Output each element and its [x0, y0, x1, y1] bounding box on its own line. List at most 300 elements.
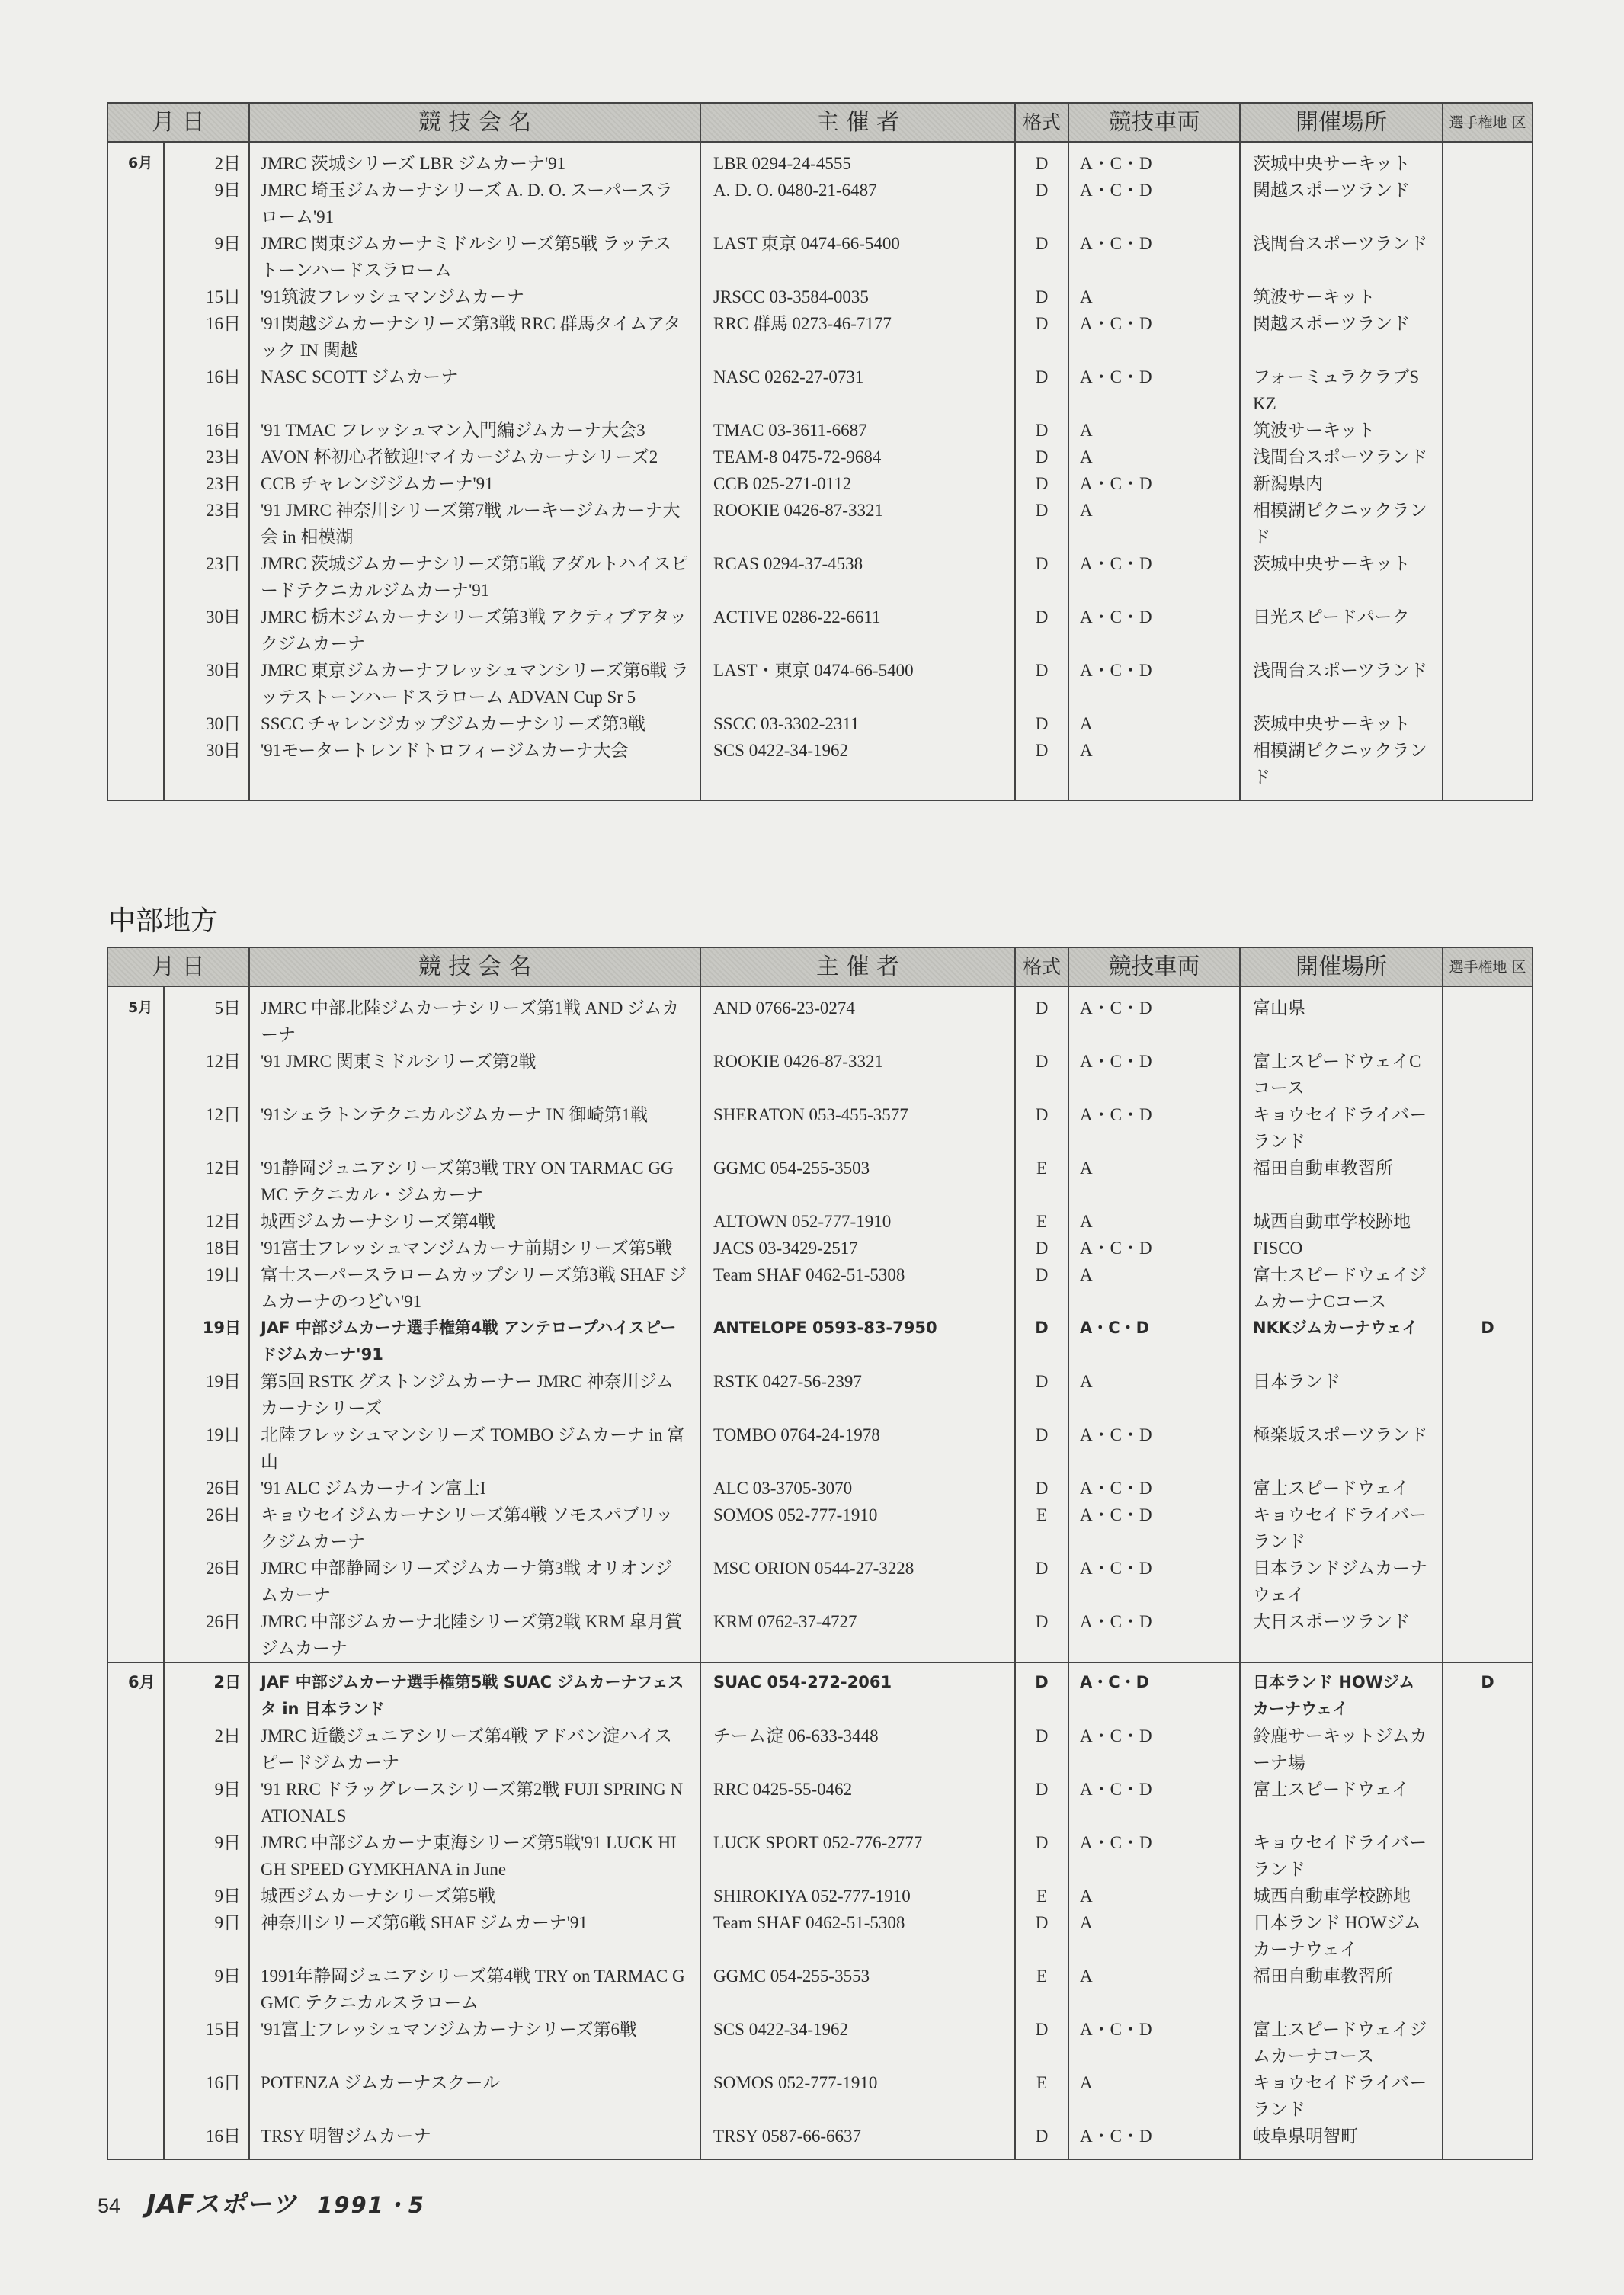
table-row [107, 1368, 1533, 1422]
row-event: POTENZA ジムカーナスクール [249, 2069, 700, 2123]
row-region [1443, 2069, 1533, 2123]
row-event: JMRC 関東ジムカーナミドルシリーズ第5戦 ラッテストーンハードスラローム [249, 230, 700, 284]
row-day: 12日 [164, 1155, 249, 1208]
row-venue: 福田自動車教習所 [1240, 1155, 1443, 1208]
row-month [107, 364, 164, 417]
row-format: D [1015, 470, 1068, 497]
row-format: D [1015, 737, 1068, 800]
row-format: E [1015, 1502, 1068, 1555]
row-month [107, 1555, 164, 1608]
row-event: JMRC 東京ジムカーナフレッシュマンシリーズ第6戦 ラッテストーンハードスラローム ADVAN Cup Sr 5 [249, 657, 700, 710]
row-venue: 日本ランド HOWジムカーナウェイ [1240, 1909, 1443, 1963]
row-format: D [1015, 1909, 1068, 1963]
header-format: 格式 [1015, 947, 1068, 986]
row-organizer: ANTELOPE 0593-83-7950 [700, 1315, 1015, 1368]
row-event: '91 JMRC 関東ミドルシリーズ第2戦 [249, 1048, 700, 1101]
header-vehicles: 競技車両 [1068, 947, 1240, 986]
row-event: JMRC 茨城ジムカーナシリーズ第5戦 アダルトハイスピードテクニカルジムカーナ'91 [249, 550, 700, 604]
table-row [107, 177, 1533, 230]
row-month [107, 1048, 164, 1101]
row-event: 北陸フレッシュマンシリーズ TOMBO ジムカーナ in 富山 [249, 1422, 700, 1475]
row-venue: キョウセイドライバーランド [1240, 1829, 1443, 1883]
row-organizer: TEAM-8 0475-72-9684 [700, 444, 1015, 470]
row-venue: 富士スピードウェイジムカーナCコース [1240, 1261, 1443, 1315]
row-month [107, 657, 164, 710]
row-region [1443, 1261, 1533, 1315]
row-event: 城西ジムカーナシリーズ第5戦 [249, 1883, 700, 1909]
row-venue: 茨城中央サーキット [1240, 142, 1443, 177]
row-month: 5月 [107, 986, 164, 1048]
row-organizer: A. D. O. 0480-21-6487 [700, 177, 1015, 230]
header-organizer: 主 催 者 [700, 103, 1015, 142]
row-day: 16日 [164, 2123, 249, 2159]
row-vehicles: A・C・D [1068, 2123, 1240, 2159]
row-format: D [1015, 710, 1068, 737]
row-month [107, 737, 164, 800]
header-date: 月 日 [107, 947, 249, 986]
row-venue: 城西自動車学校跡地 [1240, 1883, 1443, 1909]
row-vehicles: A・C・D [1068, 364, 1240, 417]
row-format: D [1015, 417, 1068, 444]
row-organizer: ROOKIE 0426-87-3321 [700, 497, 1015, 550]
row-region [1443, 2123, 1533, 2159]
row-format: D [1015, 1101, 1068, 1155]
row-organizer: NASC 0262-27-0731 [700, 364, 1015, 417]
row-organizer: TOMBO 0764-24-1978 [700, 1422, 1015, 1475]
row-event: 城西ジムカーナシリーズ第4戦 [249, 1208, 700, 1235]
row-organizer: JRSCC 03-3584-0035 [700, 284, 1015, 310]
row-region [1443, 1829, 1533, 1883]
row-month: 6月 [107, 142, 164, 177]
table-row [107, 284, 1533, 310]
row-format: D [1015, 230, 1068, 284]
row-vehicles: A・C・D [1068, 657, 1240, 710]
table-row [107, 1235, 1533, 1261]
row-organizer: TMAC 03-3611-6687 [700, 417, 1015, 444]
row-month [107, 604, 164, 657]
row-region [1443, 1963, 1533, 2016]
row-vehicles: A・C・D [1068, 1101, 1240, 1155]
row-region [1443, 1422, 1533, 1475]
row-organizer: SSCC 03-3302-2311 [700, 710, 1015, 737]
row-vehicles: A [1068, 737, 1240, 800]
row-day: 19日 [164, 1261, 249, 1315]
row-region [1443, 1475, 1533, 1502]
row-venue: 筑波サーキット [1240, 284, 1443, 310]
row-vehicles: A [1068, 497, 1240, 550]
row-venue: NKKジムカーナウェイ [1240, 1315, 1443, 1368]
row-venue: 日本ランド HOWジムカーナウェイ [1240, 1662, 1443, 1723]
table-row [107, 444, 1533, 470]
row-organizer: AND 0766-23-0274 [700, 986, 1015, 1048]
row-day: 30日 [164, 604, 249, 657]
row-vehicles: A・C・D [1068, 1315, 1240, 1368]
row-vehicles: A [1068, 284, 1240, 310]
table-row [107, 1502, 1533, 1555]
row-day: 23日 [164, 497, 249, 550]
row-vehicles: A [1068, 1261, 1240, 1315]
issue-date: 1991・5 [317, 2192, 425, 2218]
header-region: 選手権地 区 [1443, 103, 1533, 142]
row-day: 19日 [164, 1315, 249, 1368]
row-day: 26日 [164, 1502, 249, 1555]
row-organizer: ROOKIE 0426-87-3321 [700, 1048, 1015, 1101]
row-month: 6月 [107, 1662, 164, 1723]
row-vehicles: A [1068, 2069, 1240, 2123]
row-region [1443, 417, 1533, 444]
row-region [1443, 1608, 1533, 1662]
row-day: 2日 [164, 1723, 249, 1776]
row-venue: 筑波サーキット [1240, 417, 1443, 444]
row-region [1443, 2016, 1533, 2069]
row-event: JMRC 埼玉ジムカーナシリーズ A. D. O. スーパースラローム'91 [249, 177, 700, 230]
row-day: 26日 [164, 1608, 249, 1662]
row-region [1443, 177, 1533, 230]
row-day: 12日 [164, 1048, 249, 1101]
row-month [107, 177, 164, 230]
row-organizer: LAST 東京 0474-66-5400 [700, 230, 1015, 284]
row-event: 富士スーパースラロームカップシリーズ第3戦 SHAF ジムカーナのつどい'91 [249, 1261, 700, 1315]
row-event: '91 TMAC フレッシュマン入門編ジムカーナ大会3 [249, 417, 700, 444]
row-day: 16日 [164, 310, 249, 364]
row-region [1443, 284, 1533, 310]
row-venue: 富士スピードウェイCコース [1240, 1048, 1443, 1101]
row-day: 19日 [164, 1422, 249, 1475]
row-venue: 富山県 [1240, 986, 1443, 1048]
row-event: キョウセイジムカーナシリーズ第4戦 ソモスパブリックジムカーナ [249, 1502, 700, 1555]
row-day: 23日 [164, 444, 249, 470]
row-organizer: GGMC 054-255-3553 [700, 1963, 1015, 2016]
row-month [107, 1368, 164, 1422]
table-row [107, 1475, 1533, 1502]
row-region [1443, 230, 1533, 284]
table-row [107, 310, 1533, 364]
row-region [1443, 1723, 1533, 1776]
header-date: 月 日 [107, 103, 249, 142]
table-row [107, 1909, 1533, 1963]
row-vehicles: A [1068, 1208, 1240, 1235]
row-organizer: RSTK 0427-56-2397 [700, 1368, 1015, 1422]
table-row [107, 142, 1533, 177]
row-event: JMRC 中部ジムカーナ北陸シリーズ第2戦 KRM 皐月賞ジムカーナ [249, 1608, 700, 1662]
row-region [1443, 710, 1533, 737]
row-vehicles: A・C・D [1068, 1829, 1240, 1883]
row-event: '91富士フレッシュマンジムカーナ前期シリーズ第5戦 [249, 1235, 700, 1261]
row-format: D [1015, 2016, 1068, 2069]
table-row [107, 1723, 1533, 1776]
row-venue: 岐阜県明智町 [1240, 2123, 1443, 2159]
row-event: JMRC 中部静岡シリーズジムカーナ第3戦 オリオンジムカーナ [249, 1555, 700, 1608]
row-format: D [1015, 1048, 1068, 1101]
row-organizer: チーム淀 06-633-3448 [700, 1723, 1015, 1776]
row-day: 23日 [164, 550, 249, 604]
row-organizer: CCB 025-271-0112 [700, 470, 1015, 497]
row-region [1443, 1883, 1533, 1909]
row-organizer: SUAC 054-272-2061 [700, 1662, 1015, 1723]
row-region: D [1443, 1662, 1533, 1723]
row-region [1443, 1235, 1533, 1261]
row-day: 30日 [164, 710, 249, 737]
row-venue: 極楽坂スポーツランド [1240, 1422, 1443, 1475]
row-region [1443, 1776, 1533, 1829]
row-venue: 鈴鹿サーキットジムカーナ場 [1240, 1723, 1443, 1776]
row-event: SSCC チャレンジカップジムカーナシリーズ第3戦 [249, 710, 700, 737]
row-event: TRSY 明智ジムカーナ [249, 2123, 700, 2159]
row-vehicles: A・C・D [1068, 986, 1240, 1048]
row-format: D [1015, 2123, 1068, 2159]
row-format: E [1015, 2069, 1068, 2123]
row-organizer: GGMC 054-255-3503 [700, 1155, 1015, 1208]
row-day: 30日 [164, 737, 249, 800]
row-region [1443, 470, 1533, 497]
row-vehicles: A [1068, 444, 1240, 470]
row-venue: 相模湖ピクニックランド [1240, 737, 1443, 800]
table-row [107, 1555, 1533, 1608]
row-vehicles: A・C・D [1068, 1048, 1240, 1101]
row-event: '91 RRC ドラッグレースシリーズ第2戦 FUJI SPRING NATIONALS [249, 1776, 700, 1829]
table-row [107, 417, 1533, 444]
row-day: 12日 [164, 1101, 249, 1155]
header-organizer: 主 催 者 [700, 947, 1015, 986]
row-month [107, 1422, 164, 1475]
table-row [107, 2016, 1533, 2069]
row-format: D [1015, 1776, 1068, 1829]
row-region [1443, 1048, 1533, 1101]
row-event: '91筑波フレッシュマンジムカーナ [249, 284, 700, 310]
header-event: 競 技 会 名 [249, 947, 700, 986]
row-event: JMRC 近畿ジュニアシリーズ第4戦 アドバン淀ハイスピードジムカーナ [249, 1723, 700, 1776]
row-vehicles: A・C・D [1068, 470, 1240, 497]
row-venue: 富士スピードウェイジムカーナコース [1240, 2016, 1443, 2069]
row-format: D [1015, 364, 1068, 417]
row-region [1443, 364, 1533, 417]
row-event: '91 JMRC 神奈川シリーズ第7戦 ルーキージムカーナ大会 in 相模湖 [249, 497, 700, 550]
row-month [107, 1909, 164, 1963]
row-organizer: LUCK SPORT 052-776-2777 [700, 1829, 1015, 1883]
row-month [107, 470, 164, 497]
row-region [1443, 1208, 1533, 1235]
row-event: 神奈川シリーズ第6戦 SHAF ジムカーナ'91 [249, 1909, 700, 1963]
row-region [1443, 1909, 1533, 1963]
row-event: JMRC 茨城シリーズ LBR ジムカーナ'91 [249, 142, 700, 177]
row-event: '91関越ジムカーナシリーズ第3戦 RRC 群馬タイムアタック IN 関越 [249, 310, 700, 364]
row-venue: フォーミュラクラブSKZ [1240, 364, 1443, 417]
row-format: D [1015, 1608, 1068, 1662]
row-month [107, 2016, 164, 2069]
row-day: 23日 [164, 470, 249, 497]
row-venue: 浅間台スポーツランド [1240, 230, 1443, 284]
row-event: JAF 中部ジムカーナ選手権第4戦 アンテロープハイスピードジムカーナ'91 [249, 1315, 700, 1368]
table-row [107, 710, 1533, 737]
row-event: CCB チャレンジジムカーナ'91 [249, 470, 700, 497]
table-row [107, 2069, 1533, 2123]
row-region [1443, 1502, 1533, 1555]
row-format: D [1015, 1261, 1068, 1315]
table-row [107, 1101, 1533, 1155]
row-month [107, 417, 164, 444]
row-vehicles: A・C・D [1068, 1475, 1240, 1502]
row-region [1443, 142, 1533, 177]
row-format: D [1015, 1662, 1068, 1723]
row-day: 16日 [164, 364, 249, 417]
row-vehicles: A・C・D [1068, 1723, 1240, 1776]
row-organizer: TRSY 0587-66-6637 [700, 2123, 1015, 2159]
row-event: AVON 杯初心者歓迎!マイカージムカーナシリーズ2 [249, 444, 700, 470]
row-format: D [1015, 986, 1068, 1048]
row-event: 1991年静岡ジュニアシリーズ第4戦 TRY on TARMAC GGMC テクニカルスラローム [249, 1963, 700, 2016]
row-month [107, 1883, 164, 1909]
row-vehicles: A・C・D [1068, 550, 1240, 604]
row-organizer: ACTIVE 0286-22-6611 [700, 604, 1015, 657]
table-row [107, 1662, 1533, 1723]
row-region [1443, 310, 1533, 364]
row-format: E [1015, 1155, 1068, 1208]
table-row [107, 497, 1533, 550]
row-day: 26日 [164, 1475, 249, 1502]
row-region [1443, 1101, 1533, 1155]
row-month [107, 1829, 164, 1883]
row-format: D [1015, 1422, 1068, 1475]
table-row [107, 2123, 1533, 2159]
row-vehicles: A・C・D [1068, 1502, 1240, 1555]
row-region [1443, 986, 1533, 1048]
row-event: JMRC 中部北陸ジムカーナシリーズ第1戦 AND ジムカーナ [249, 986, 700, 1048]
header-region: 選手権地 区 [1443, 947, 1533, 986]
row-organizer: MSC ORION 0544-27-3228 [700, 1555, 1015, 1608]
row-event: JAF 中部ジムカーナ選手権第5戦 SUAC ジムカーナフェスタ in 日本ランド [249, 1662, 700, 1723]
row-format: D [1015, 1723, 1068, 1776]
row-venue: 日本ランド [1240, 1368, 1443, 1422]
region-title-chubu: 中部地方 [108, 905, 219, 937]
row-organizer: SOMOS 052-777-1910 [700, 2069, 1015, 2123]
row-format: D [1015, 657, 1068, 710]
row-organizer: SHERATON 053-455-3577 [700, 1101, 1015, 1155]
table-row [107, 470, 1533, 497]
row-month [107, 1101, 164, 1155]
row-vehicles: A・C・D [1068, 604, 1240, 657]
row-month [107, 1475, 164, 1502]
row-organizer: RCAS 0294-37-4538 [700, 550, 1015, 604]
row-vehicles: A [1068, 1909, 1240, 1963]
row-organizer: LAST・東京 0474-66-5400 [700, 657, 1015, 710]
table-row [107, 1261, 1533, 1315]
table-header-row [107, 947, 1533, 986]
row-day: 26日 [164, 1555, 249, 1608]
row-venue: キョウセイドライバーランド [1240, 1101, 1443, 1155]
row-event: '91富士フレッシュマンジムカーナシリーズ第6戦 [249, 2016, 700, 2069]
row-vehicles: A・C・D [1068, 142, 1240, 177]
row-vehicles: A・C・D [1068, 1422, 1240, 1475]
row-day: 9日 [164, 230, 249, 284]
table-row [107, 1315, 1533, 1368]
row-month [107, 497, 164, 550]
row-format: D [1015, 1475, 1068, 1502]
row-venue: 浅間台スポーツランド [1240, 444, 1443, 470]
row-format: D [1015, 284, 1068, 310]
row-venue: 浅間台スポーツランド [1240, 657, 1443, 710]
row-format: D [1015, 177, 1068, 230]
table-row [107, 1155, 1533, 1208]
row-vehicles: A [1068, 1963, 1240, 2016]
row-month [107, 1155, 164, 1208]
row-organizer: KRM 0762-37-4727 [700, 1608, 1015, 1662]
header-event: 競 技 会 名 [249, 103, 700, 142]
row-organizer: RRC 群馬 0273-46-7177 [700, 310, 1015, 364]
row-event: JMRC 中部ジムカーナ東海シリーズ第5戦'91 LUCK HIGH SPEED GYMKHANA in June [249, 1829, 700, 1883]
row-day: 2日 [164, 142, 249, 177]
row-format: E [1015, 1208, 1068, 1235]
row-day: 2日 [164, 1662, 249, 1723]
row-venue: 福田自動車教習所 [1240, 1963, 1443, 2016]
row-venue: FISCO [1240, 1235, 1443, 1261]
header-vehicles: 競技車両 [1068, 103, 1240, 142]
row-venue: 大日スポーツランド [1240, 1608, 1443, 1662]
row-venue: 日本ランドジムカーナウェイ [1240, 1555, 1443, 1608]
row-month [107, 550, 164, 604]
table-row [107, 230, 1533, 284]
table-header-row [107, 103, 1533, 142]
row-organizer: JACS 03-3429-2517 [700, 1235, 1015, 1261]
row-region [1443, 657, 1533, 710]
table-row [107, 1963, 1533, 2016]
row-region [1443, 737, 1533, 800]
row-month [107, 1208, 164, 1235]
row-format: D [1015, 550, 1068, 604]
row-format: D [1015, 310, 1068, 364]
row-day: 5日 [164, 986, 249, 1048]
row-day: 16日 [164, 417, 249, 444]
row-format: D [1015, 1368, 1068, 1422]
row-month [107, 1261, 164, 1315]
row-month [107, 1502, 164, 1555]
row-organizer: LBR 0294-24-4555 [700, 142, 1015, 177]
row-day: 15日 [164, 284, 249, 310]
row-organizer: RRC 0425-55-0462 [700, 1776, 1015, 1829]
row-venue: 関越スポーツランド [1240, 310, 1443, 364]
row-month [107, 1315, 164, 1368]
row-format: D [1015, 1315, 1068, 1368]
header-format: 格式 [1015, 103, 1068, 142]
row-month [107, 2069, 164, 2123]
row-day: 30日 [164, 657, 249, 710]
row-day: 9日 [164, 1883, 249, 1909]
row-event: JMRC 栃木ジムカーナシリーズ第3戦 アクティブアタックジムカーナ [249, 604, 700, 657]
row-vehicles: A・C・D [1068, 1235, 1240, 1261]
row-month [107, 310, 164, 364]
row-organizer: SCS 0422-34-1962 [700, 737, 1015, 800]
row-vehicles: A・C・D [1068, 1608, 1240, 1662]
table-row [107, 1776, 1533, 1829]
row-day: 12日 [164, 1208, 249, 1235]
row-vehicles: A・C・D [1068, 1776, 1240, 1829]
row-venue: 関越スポーツランド [1240, 177, 1443, 230]
row-month [107, 230, 164, 284]
row-vehicles: A・C・D [1068, 177, 1240, 230]
table-row [107, 1208, 1533, 1235]
row-region [1443, 550, 1533, 604]
row-organizer: Team SHAF 0462-51-5308 [700, 1909, 1015, 1963]
header-venue: 開催場所 [1240, 103, 1443, 142]
row-format: D [1015, 1829, 1068, 1883]
row-vehicles: A・C・D [1068, 1662, 1240, 1723]
row-month [107, 1776, 164, 1829]
row-vehicles: A [1068, 1368, 1240, 1422]
row-organizer: SHIROKIYA 052-777-1910 [700, 1883, 1015, 1909]
row-venue: 新潟県内 [1240, 470, 1443, 497]
row-vehicles: A [1068, 1155, 1240, 1208]
page-number: 54 [98, 2194, 121, 2217]
page-footer [98, 2184, 425, 2220]
